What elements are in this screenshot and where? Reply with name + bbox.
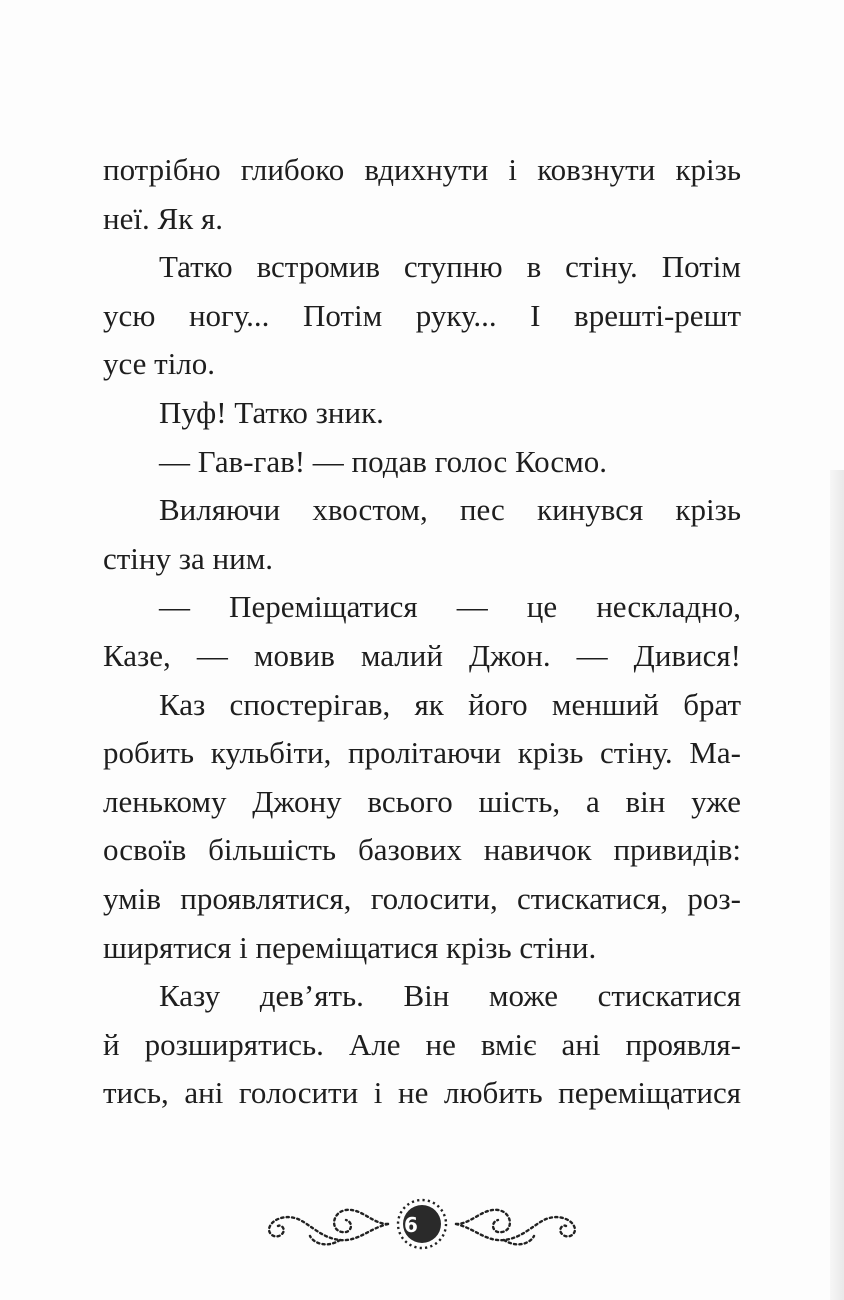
page-edge-shadow: [830, 470, 844, 1300]
text-line: стіну за ним.: [103, 540, 274, 576]
text-line: Пуф! Татко зник.: [159, 394, 384, 430]
text-line: потрібно глибоко вдихнути і ковзнути крізь: [103, 152, 741, 187]
text-line: усе тіло.: [103, 346, 216, 382]
text-line: тись, ані голосити і не любить переміщатися: [103, 1075, 741, 1111]
text-line: — Переміщатися — це нескладно,: [159, 589, 741, 625]
text-line: ленькому Джону всього шість, а він уже: [103, 783, 741, 819]
text-line: робить кульбіти, пролітаючи крізь стіну. Ма-: [103, 735, 741, 771]
text-line: умів проявлятися, голосити, стискатися, роз-: [103, 880, 741, 916]
body-text: [103, 146, 741, 1118]
text-line: й розширятись. Але не вміє ані проявля-: [103, 1026, 741, 1062]
text-line: неї. Як я.: [103, 200, 223, 236]
text-line: Виляючи хвостом, пес кинувся крізь: [159, 492, 741, 528]
page-number-badge: [388, 1202, 434, 1248]
page-number: 6: [404, 1213, 418, 1237]
text-line: Татко встромив ступню в стіну. Потім: [159, 249, 741, 285]
text-line: усю ногу... Потім руку... І врешті-решт: [103, 297, 741, 333]
text-line: Каз спостерігав, як його менший брат: [159, 686, 741, 722]
text-line: ширятися і переміщатися крізь стіни.: [103, 929, 597, 965]
text-line: Казу дев’ять. Він може стискатися: [159, 978, 741, 1014]
text-line: — Гав-гав! — подав голос Космо.: [159, 443, 607, 479]
text-line: освоїв більшість базових навичок привидів:: [103, 832, 741, 868]
text-line: Казе, — мовив малий Джон. — Дивися!: [103, 637, 741, 673]
